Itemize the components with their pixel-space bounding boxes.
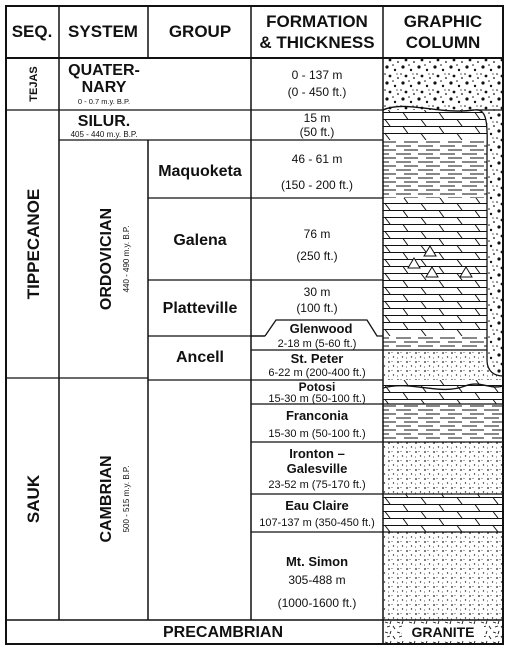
maquoketa-shale-fill bbox=[383, 140, 503, 198]
header-formation-2: & THICKNESS bbox=[259, 33, 375, 52]
seq-sauk: SAUK bbox=[24, 474, 43, 524]
formation-mtsimon-ft: (1000-1600 ft.) bbox=[277, 596, 357, 610]
formation-stpeter-thk: 6-22 m (200-400 ft.) bbox=[268, 367, 366, 379]
quaternary-gravel-fill bbox=[383, 58, 503, 110]
formation-silurian-ft: (50 ft.) bbox=[299, 125, 335, 139]
formation-eauclaire-thk: 107-137 m (350-450 ft.) bbox=[259, 517, 375, 529]
mtsimon-fill bbox=[383, 532, 503, 620]
group-galena: Galena bbox=[173, 232, 227, 249]
group-platteville: Platteville bbox=[162, 300, 238, 317]
formation-ironton-thk: 23-52 m (75-170 ft.) bbox=[268, 479, 366, 491]
system-cambrian: CAMBRIAN bbox=[98, 455, 115, 543]
platteville-fill bbox=[383, 280, 503, 336]
formation-franconia-thk: 15-30 m (50-100 ft.) bbox=[268, 428, 366, 440]
formation-potosi-name: Potosi bbox=[298, 380, 336, 394]
header-seq: SEQ. bbox=[11, 22, 53, 41]
formation-stpeter-name: St. Peter bbox=[290, 351, 344, 366]
system-ordovician: ORDOVICIAN bbox=[98, 207, 115, 311]
header-graphic-2: COLUMN bbox=[405, 33, 481, 52]
formation-ironton-1: Ironton – bbox=[289, 446, 345, 461]
seq-tejas: TEJAS bbox=[28, 66, 40, 102]
formation-quaternary-ft: (0 - 450 ft.) bbox=[287, 85, 347, 99]
formation-eauclaire-name: Eau Claire bbox=[285, 498, 349, 513]
system-silurian: SILUR. bbox=[77, 113, 131, 130]
formation-mtsimon-m: 305-488 m bbox=[288, 573, 346, 587]
header-formation-1: FORMATION bbox=[266, 12, 368, 31]
formation-glenwood-thk: 2-18 m (5-60 ft.) bbox=[277, 338, 357, 350]
group-ancell: Ancell bbox=[175, 349, 225, 366]
potosi-fill bbox=[383, 380, 503, 404]
sequence-column bbox=[24, 66, 43, 523]
formation-maquoketa-m: 46 - 61 m bbox=[291, 152, 343, 166]
system-ordovician-age: 440 - 490 m.y. B.P. bbox=[122, 225, 131, 293]
header-row bbox=[12, 12, 483, 52]
header-system: SYSTEM bbox=[68, 22, 138, 41]
formation-galena-m: 76 m bbox=[303, 227, 331, 241]
formation-platteville-ft: (100 ft.) bbox=[296, 301, 338, 315]
graphic-column bbox=[383, 58, 503, 644]
system-quaternary-2: NARY bbox=[81, 79, 127, 96]
group-maquoketa: Maquoketa bbox=[158, 163, 242, 180]
glenwood-fill bbox=[383, 336, 503, 350]
formation-franconia-name: Franconia bbox=[285, 408, 349, 423]
system-quaternary-age: 0 - 0.7 m.y. B.P. bbox=[77, 97, 131, 106]
granite-label: GRANITE bbox=[411, 624, 475, 640]
seq-tippecanoe: TIPPECANOE bbox=[24, 188, 43, 300]
system-silurian-age: 405 - 440 m.y. B.P. bbox=[70, 130, 138, 139]
franconia-fill bbox=[383, 404, 503, 442]
formation-glenwood-name: Glenwood bbox=[289, 321, 353, 336]
stpeter-sandstone-fill bbox=[383, 350, 503, 380]
formation-maquoketa-ft: (150 - 200 ft.) bbox=[280, 178, 354, 192]
formation-galena-ft: (250 ft.) bbox=[296, 249, 338, 263]
formation-silurian-m: 15 m bbox=[303, 111, 331, 125]
system-quaternary-1: QUATER- bbox=[68, 62, 140, 79]
system-cambrian-age: 500 - 515 m.y. B.P. bbox=[122, 465, 131, 533]
formation-potosi-thk: 15-30 m (50-100 ft.) bbox=[268, 393, 366, 405]
formation-platteville-m: 30 m bbox=[303, 285, 331, 299]
system-precambrian: PRECAMBRIAN bbox=[163, 624, 283, 641]
formation-mtsimon-name: Mt. Simon bbox=[285, 554, 349, 569]
formation-ironton-2: Galesville bbox=[286, 461, 348, 476]
formation-column bbox=[259, 68, 375, 610]
galena-dolomite-fill bbox=[383, 198, 503, 280]
ironton-fill bbox=[383, 442, 503, 494]
formation-quaternary-m: 0 - 137 m bbox=[291, 68, 343, 82]
header-graphic-1: GRAPHIC bbox=[403, 12, 483, 31]
eauclaire-fill bbox=[383, 494, 503, 532]
header-group: GROUP bbox=[168, 22, 232, 41]
